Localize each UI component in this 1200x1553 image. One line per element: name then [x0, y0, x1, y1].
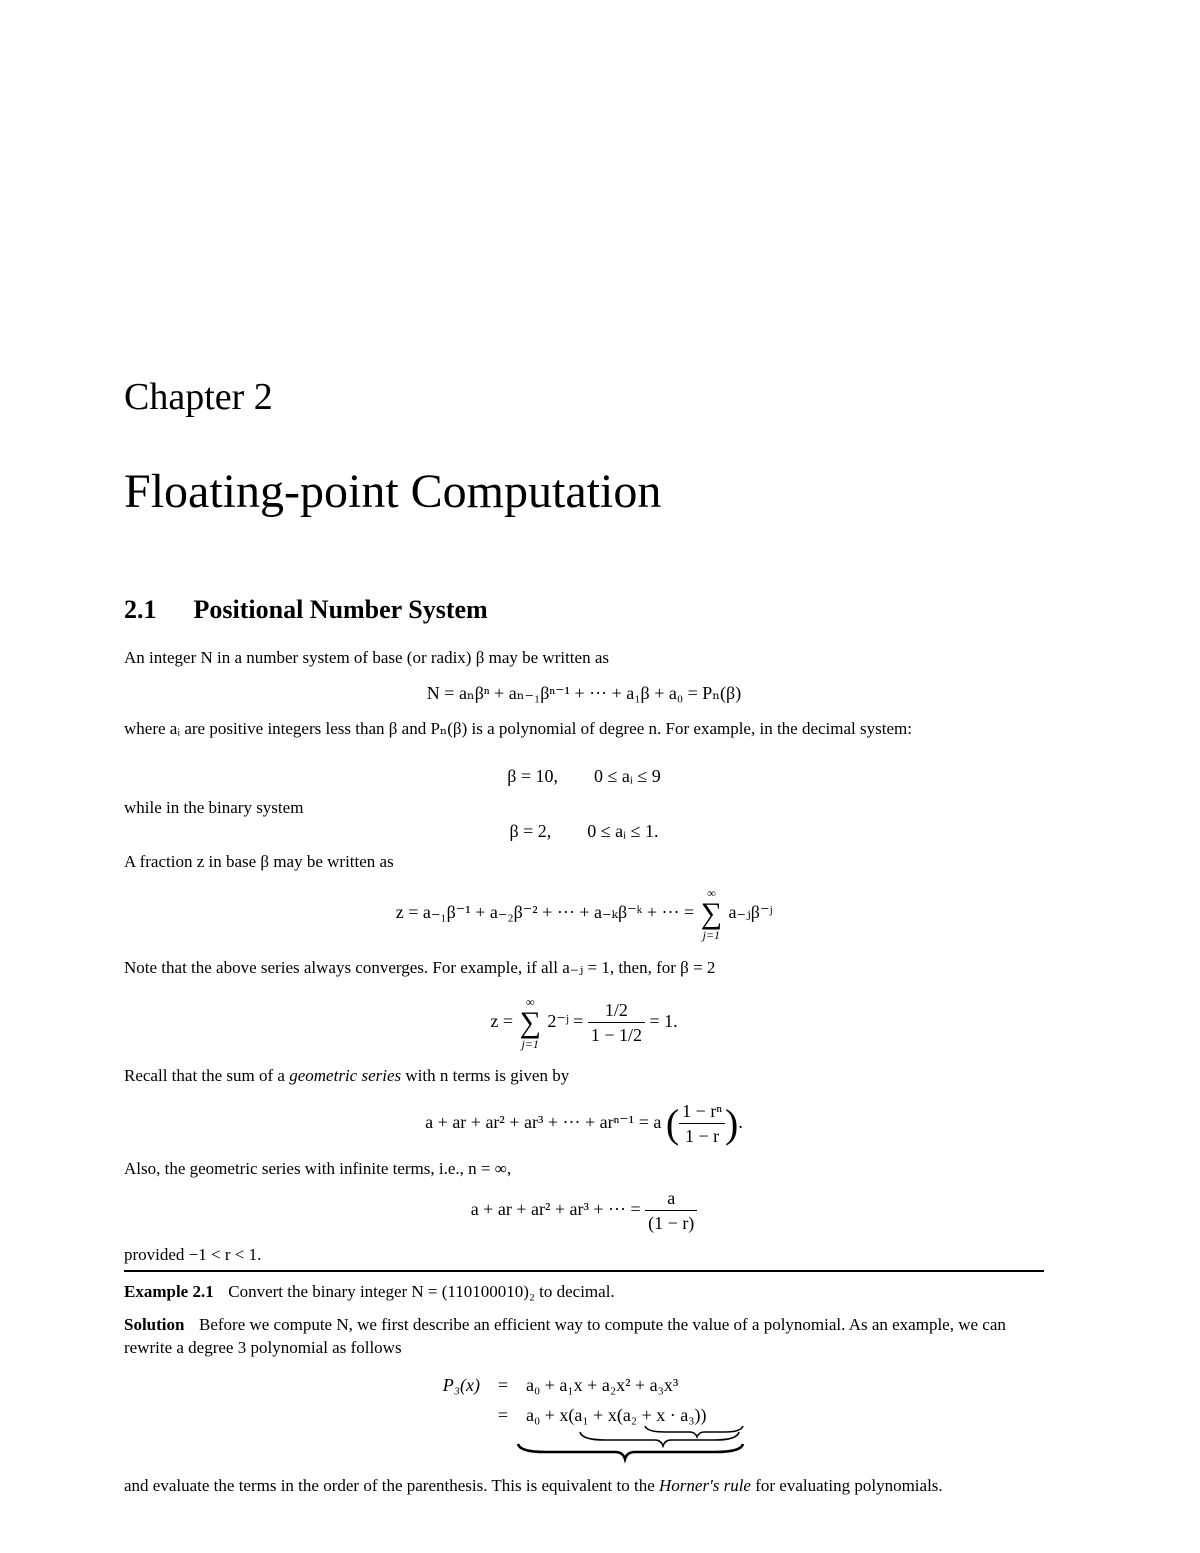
- paragraph-provided: provided −1 < r < 1.: [124, 1245, 262, 1264]
- solution-text: Before we compute N, we first describe an efficient way to compute the value of a polynomial. As an example, we can rewrite a degree 3 polynomial as follows: [124, 1315, 1006, 1357]
- equation-fraction-series: [124, 882, 1044, 942]
- equation-geometric-finite: a + ar + ar² + ar³ + ··· + arⁿ⁻¹ = a ( $\frac{\text{1 − rⁿ}}{1 - r}$ ).: [425, 1100, 743, 1147]
- paragraph-infinite: Also, the geometric series with infinite terms, i.e., n = ∞,: [124, 1159, 512, 1178]
- equation-fraction-lhs: z = a₋₁β⁻¹ + a₋₂β⁻² + ··· + a₋ₖβ⁻ᵏ + ··· =: [395, 902, 695, 922]
- equation-geometric-infinite: a + ar + ar² + ar³ + ··· = $\frac{a}{(1 - r)}$: [124, 1184, 1044, 1235]
- example-2-1: [124, 1280, 1044, 1303]
- equation-horner: P₃(x) = a₀ + a₁x + a₂x² + a₃x³ = a₀ + x(a₁ + x(a₂ + x · a₃)): [442, 1375, 707, 1425]
- solution-label: Solution: [124, 1315, 185, 1334]
- paragraph-geometric: Recall that the sum of a geometric series with n terms is given by: [124, 1066, 570, 1085]
- paragraph-fraction: A fraction z in base β may be written as: [124, 852, 394, 871]
- example-text: Convert the binary integer N = (110100010)₂ to decimal.: [228, 1282, 615, 1301]
- chapter-label: Chapter 2: [124, 376, 273, 418]
- geometric-series-term: geometric series: [289, 1066, 402, 1085]
- paragraph-horner: and evaluate the terms in the order of the parenthesis. This is equivalent to the Horner's rule for evaluating polynomials.: [124, 1476, 943, 1495]
- paragraph-intro: An integer N in a number system of base (or radix) β may be written as: [124, 648, 609, 667]
- equation-geometric-example: z = ∞ ∑ j=1 2⁻ʲ = $\frac{1/2}{1 - 1/2}$ = 1.: [490, 994, 678, 1051]
- equation-polynomial: N = aₙβⁿ + aₙ₋₁βⁿ⁻¹ + ··· + a₁β + a₀ = Pₙ(β): [426, 683, 742, 703]
- section-title: Positional Number System: [193, 595, 488, 624]
- paragraph-binary: while in the binary system: [124, 798, 304, 817]
- underbrace-outer: [518, 1444, 743, 1459]
- example-label: Example 2.1: [124, 1282, 214, 1301]
- horners-rule-term: Horner's rule: [659, 1476, 751, 1495]
- chapter-title: Floating-point Computation: [124, 465, 662, 518]
- underbrace-inner: [645, 1426, 743, 1437]
- fraction-half: $\frac{1/2}{1 - 1/2}$: [588, 998, 645, 1047]
- example-divider: [124, 1270, 1044, 1272]
- paragraph-converges: Note that the above series always converges. For example, if all a₋ⱼ = 1, then, for β = 2: [124, 958, 716, 977]
- fraction-finite: $\frac{\text{1 − rⁿ}}{1 - r}$: [679, 1099, 725, 1148]
- equation-decimal: β = 10, 0 ≤ aᵢ ≤ 9: [507, 766, 661, 786]
- equation-binary: β = 2, 0 ≤ aᵢ ≤ 1.: [509, 821, 659, 841]
- underbraces: [515, 1424, 755, 1464]
- underbrace-middle: [580, 1432, 739, 1446]
- section-number: 2.1: [124, 595, 157, 624]
- solution-paragraph: [124, 1313, 1044, 1359]
- fraction-infinite: $\frac{a}{(1 - r)}$: [645, 1186, 697, 1235]
- summation-symbol: ∞ ∑ j=1: [700, 885, 723, 942]
- paragraph-decimal: where aᵢ are positive integers less than β and Pₙ(β) is a polynomial of degree n. For example, in the decimal system:: [124, 719, 912, 738]
- section-heading: [124, 594, 488, 626]
- equation-fraction-term: a₋ⱼβ⁻ʲ: [728, 902, 773, 922]
- summation-symbol-2: ∞ ∑ j=1: [519, 994, 541, 1051]
